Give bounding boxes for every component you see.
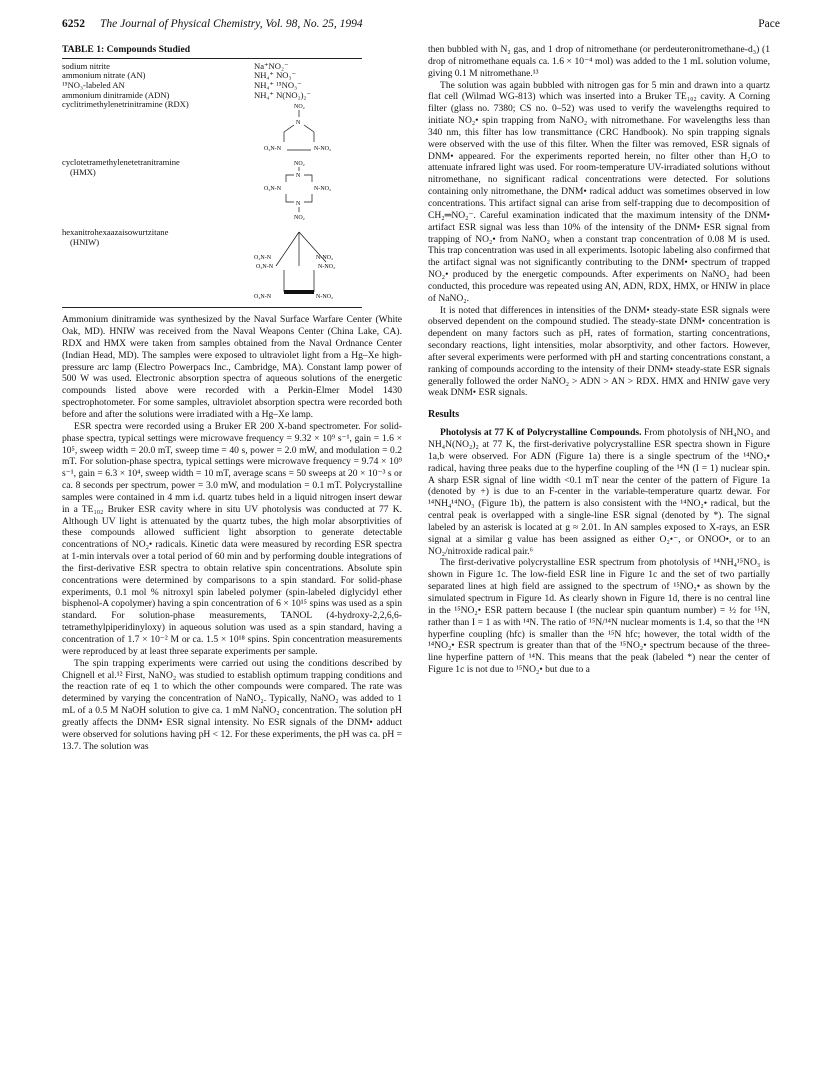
hniw-name-line1: hexanitrohexaazaisowurtzitane bbox=[62, 227, 169, 238]
hniw-mid-right-label: N-NO₂ bbox=[318, 264, 336, 271]
rdx-structure-diagram bbox=[254, 100, 354, 156]
rdx-ring-n-label: N bbox=[296, 120, 301, 127]
rdx-right-label: N-NO₂ bbox=[314, 146, 332, 153]
hniw-lower-right-label: N-NO₂ bbox=[316, 294, 334, 301]
hniw-upper-left-label: O₂N-N bbox=[254, 255, 272, 262]
hniw-mid-left-label: O₂N-N bbox=[256, 264, 274, 271]
compound-formula: NH₄⁺ NO₃⁻ bbox=[254, 70, 297, 81]
body-paragraph: Ammonium dinitramide was synthesized by the Naval Surface Warfare Center (White Oak, MD). HNIW was received from the Naval Weapons Center (China Lake, CA). RDX and HMX were taken from samples obtained from the Naval Ordnance Center (Indian Head, MD). The samples were exposed to ultraviolet light from a Hg–Xe high-pressure arc lamp (Electro Powerpacs Inc., Cambridge, MA). Constant lamp power of 500 W was used. Electronic absorption spectra of aqueous solutions of the energetic compounds listed above were recorded with a Perkin-Elmer Model 1430 spectrophotometer. For some samples, ultraviolet absorption spectra were recorded both before and after the solutions were irradiated with a Hg–Xe lamp. bbox=[62, 314, 402, 420]
compound-name: sodium nitrite bbox=[62, 60, 110, 71]
hmx-top-n-label: N bbox=[296, 173, 301, 180]
hniw-name-line2: (HNIW) bbox=[70, 236, 100, 247]
rdx-top-no2-label: NO₂ bbox=[294, 104, 305, 111]
hmx-bottom-no2-label: NO₂ bbox=[294, 215, 305, 222]
rdx-structure bbox=[254, 100, 362, 156]
compound-name: ammonium nitrate (AN) bbox=[62, 70, 146, 81]
table-bottom-rule bbox=[62, 307, 362, 308]
hniw-structure-diagram bbox=[254, 228, 354, 304]
table-row-rdx bbox=[62, 100, 402, 156]
body-paragraph: The solution was again bubbled with nitrogen gas for 5 min and drawn into a quartz flat cell (Wilmad WG-813) which was inserted into a Bruker TE₁₀₂ cavity. A Corning filter (glass no. 7380; CS no. 0–52) was used to verify the wavelengths required to initiate NO₂• spin trapping from NaNO₂ with nitromethane. For wavelengths less than 340 nm, this filter has low transmittance (CRC Handbook). No spin trapping signals were observed with the use of this filter. When the filter was removed, ESR signals of DNM• appeared. For the experiments reported herein, no filter other than H₂O to attenuate infrared light was used. For room-temperature UV-irradiated solutions without nitromethane, no significant radical concentrations were detected. For solutions containing only nitromethane, the DNM• radical adduct was sometimes observed in low concentrations. This artifact signal can arise from self-trapping due to decomposition of CH₂═NO₂⁻. Careful examination indicated that the maximum intensity of the DNM• artifact ESR signal was less than 10% of the intensity of the DNM• ESR signal from trapping of NO₂• from NaNO₂ when a constant trap concentration of 0.08 M is used. This trap concentration was used in all experiments. Isotopic labeling also confirmed that the artifact signal was not significantly contributing to the DNM• spectrum of trapped NO₂• produced by the energetic compounds. After experiments on NaNO₂ had been conducted, this procedure was repeated using AN, ADN, RDX, HMX, or HNIW in place of NaNO₂. bbox=[428, 79, 770, 304]
compound-formula: NH₄⁺ ¹⁵NO₃⁻ bbox=[254, 80, 302, 91]
results-paragraph-text: From photolysis of NH₄NO₃ and NH₄N(NO₂)₂ at 77 K, the first-derivative polycrystalline ESR spectra shown in Figure 1a,b were observed. For ADN (Figure 1a) there is a single spectrum of the ¹⁴NO₂• radical, having three peaks due to the hyperfine coupling of the ¹⁴N (I = 1) nuclear spin. A sharp ESR signal of line width <0.1 mT near the center of the pattern of Figure 1a (denoted by +) is due to an F-center in the variable-temperature quartz dewar. For ¹⁴NH₄¹⁴NO₃ (Figure 1b), the pattern is also consistent with the ¹⁴NO₂• radical, but the central peak is overlapped with a single-line ESR signal (denoted by *). The signal labeled by an asterisk is located at g ≈ 2.01. In AN samples exposed to X-rays, an ESR signal at a similar g value has been assigned as either O₂•⁻, or ONOO•, or to an NO₂/nitroxide radical pair.⁶ bbox=[428, 427, 770, 557]
rdx-left-label: O₂N-N bbox=[264, 146, 282, 153]
results-subheading: Photolysis at 77 K of Polycrystalline Compounds. bbox=[440, 427, 642, 439]
hniw-name bbox=[62, 228, 254, 304]
hmx-name-line1: cyclotetramethylenetetranitramine bbox=[62, 157, 180, 168]
compound-name: ¹⁵NO₃-labeled AN bbox=[62, 80, 125, 91]
hmx-structure bbox=[254, 158, 362, 226]
author-name: Pace bbox=[758, 18, 780, 30]
body-paragraph: ESR spectra were recorded using a Bruker ER 200 X-band spectrometer. For solid-phase spectra, typical settings were microwave frequency = 9.32 × 10⁹ s⁻¹, gain = 1.6 × 10⁵, sweep width = 20.0 mT, sweep time = 40 s, power = 2.0 mW, and modulation = 0.2 mT. For solution-phase spectra, typical settings were microwave frequency = 9.74 × 10⁹ s⁻¹, gain = 6.3 × 10⁴, sweep width = 10 mT, average scans = 50 sweeps at 20 × 10⁻³ s or ca. 8 seconds per spectrum, power = 3.0 mW, and modulation = 0.1 mT. Polycrystalline samples were contained in 4 mm i.d. quartz tubes held in a liquid nitrogen insert dewar in a TE₁₀₂ Bruker ESR cavity where in situ UV photolysis was conducted at 77 K. Although UV light is attenuated by the quartz tubes, the high molar absorptivities of these compounds allowed sufficient light absorption to generate detectable concentrations of NO₂• radicals. Kinetic data were measured by recording ESR spectra at 1-min intervals over a total period of 60 min and by performing double integrations of the first-derivative ESR spectra to obtain relative spin concentrations. Absolute spin concentrations were determined by comparisons to a spin standard. For solid-phase experiments, 0.1 mol % nitroxyl spin labeled polymer (spin-labeled diglycidyl ether bisphenol-A copolymer) having a spin concentration of 6 × 10¹⁵ spins was used as a spin standard. For solution-phase measurements, TANOL (4-hydroxy-2,2,6,6-tetramethylpiperidinyloxy) in aqueous solution was used as a spin standard, having a concentration of 1.7 × 10⁻² M or ca. 1.5 × 10¹⁸ spins. Spin concentration measurements were reproduced by at least three separate experiments per sample. bbox=[62, 420, 402, 657]
body-paragraph: The spin trapping experiments were carried out using the conditions described by Chignell et al.¹² First, NaNO₂ was studied to establish optimum trapping conditions and the reaction rate of eq 1 to which the other compounds were compared. The rate was determined by varying the concentration of NaNO₂. Typically, NaNO₂ was added to 1 mL of a 0.5 M NaOH solution to give ca. 1 mM NaNO₂ concentration. The solution pH greatly affects the DNM• ESR signal intensity. No ESR signals of the DNM• adduct were observed for solutions having pH < 12. For these experiments, the pH was ca. pH = 13.7. The solution was bbox=[62, 657, 402, 752]
right-column bbox=[428, 44, 770, 676]
hmx-name-line2: (HMX) bbox=[70, 166, 96, 177]
hniw-upper-right-label: N-NO₂ bbox=[316, 255, 334, 262]
table-row-hmx bbox=[62, 158, 402, 226]
hniw-structure bbox=[254, 228, 362, 304]
results-paragraph bbox=[428, 427, 770, 557]
hmx-top-no2-label: NO₂ bbox=[294, 161, 305, 168]
compound-name: ammonium dinitramide (ADN) bbox=[62, 89, 170, 100]
hniw-lower-left-label: O₂N-N bbox=[254, 294, 272, 301]
body-paragraph: It is noted that differences in intensities of the DNM• steady-state ESR signals were observed dependent on the compound studied. The steady-state DNM• concentration is dependent on many factors such as pH, rates of formation, starting concentrations, secondary reactions, light intensities, molar absorptivity, and other factors. However, after several experiments were performed with pH and starting concentrations constant, a ranking of compounds according to the intensity of their DNM• steady-state ESR signals generally followed the order NaNO₂ > ADN > AN > RDX. HMX and HNIW gave very weak DNM• ESR signals. bbox=[428, 304, 770, 399]
compound-formula: NH₄⁺ N(NO₂)₂⁻ bbox=[254, 89, 311, 100]
hmx-left-label: O₂N-N bbox=[264, 186, 282, 193]
body-paragraph: then bubbled with N₂ gas, and 1 drop of nitromethane (or perdeuteronitromethane-d₃) (1 drop of nitromethane equals ca. 1.6 × 10⁻⁴ mol) was added to the 1 mL solution volume, giving 0.1 M nitromethane.¹³ bbox=[428, 44, 770, 79]
hmx-structure-diagram bbox=[254, 158, 354, 226]
running-header bbox=[62, 18, 780, 38]
compound-name: cyclitrimethylenetrinitramine (RDX) bbox=[62, 99, 189, 110]
hmx-right-label: N-NO₂ bbox=[314, 186, 332, 193]
journal-citation: The Journal of Physical Chemistry, Vol. 98, No. 25, 1994 bbox=[100, 18, 363, 30]
left-column bbox=[62, 44, 402, 752]
hmx-name bbox=[62, 158, 254, 226]
body-paragraph: The first-derivative polycrystalline ESR spectrum from photolysis of ¹⁴NH₄¹⁵NO₃ is shown in Figure 1c. The low-field ESR line in Figure 1c and the set of two partially separated lines at high field are assigned to the spectrum of ¹⁵NO₂• as shown by the simulated spectrum in Figure 1d. As clearly shown in Figure 1d, there is no central line in the ¹⁵NO₂• ESR pattern because I (the nuclear spin quantum number) = ½ for ¹⁵N, rather than I = 1 as with ¹⁴N. The ratio of ¹⁵N/¹⁴N nuclear moments is 1.4, so that the ¹⁴N hyperfine coupling (hfc) is smaller than the ¹⁵N hfc; however, the total width of the ¹⁴NO₂• ESR spectrum is greater than that of the ¹⁵NO₂• spectrum because of the three-line hyperfine pattern of ¹⁴N. This means that the peak (labeled *) near the center of Figure 1c is not due to ¹⁵NO₂• but due to a bbox=[428, 557, 770, 676]
compound-formula: Na⁺NO₂⁻ bbox=[254, 60, 289, 71]
page-number: 6252 bbox=[62, 18, 85, 30]
hmx-bottom-n-label: N bbox=[296, 201, 301, 208]
table-row-hniw bbox=[62, 228, 402, 304]
table-title: TABLE 1: Compounds Studied bbox=[62, 44, 362, 59]
results-heading: Results bbox=[428, 409, 460, 421]
